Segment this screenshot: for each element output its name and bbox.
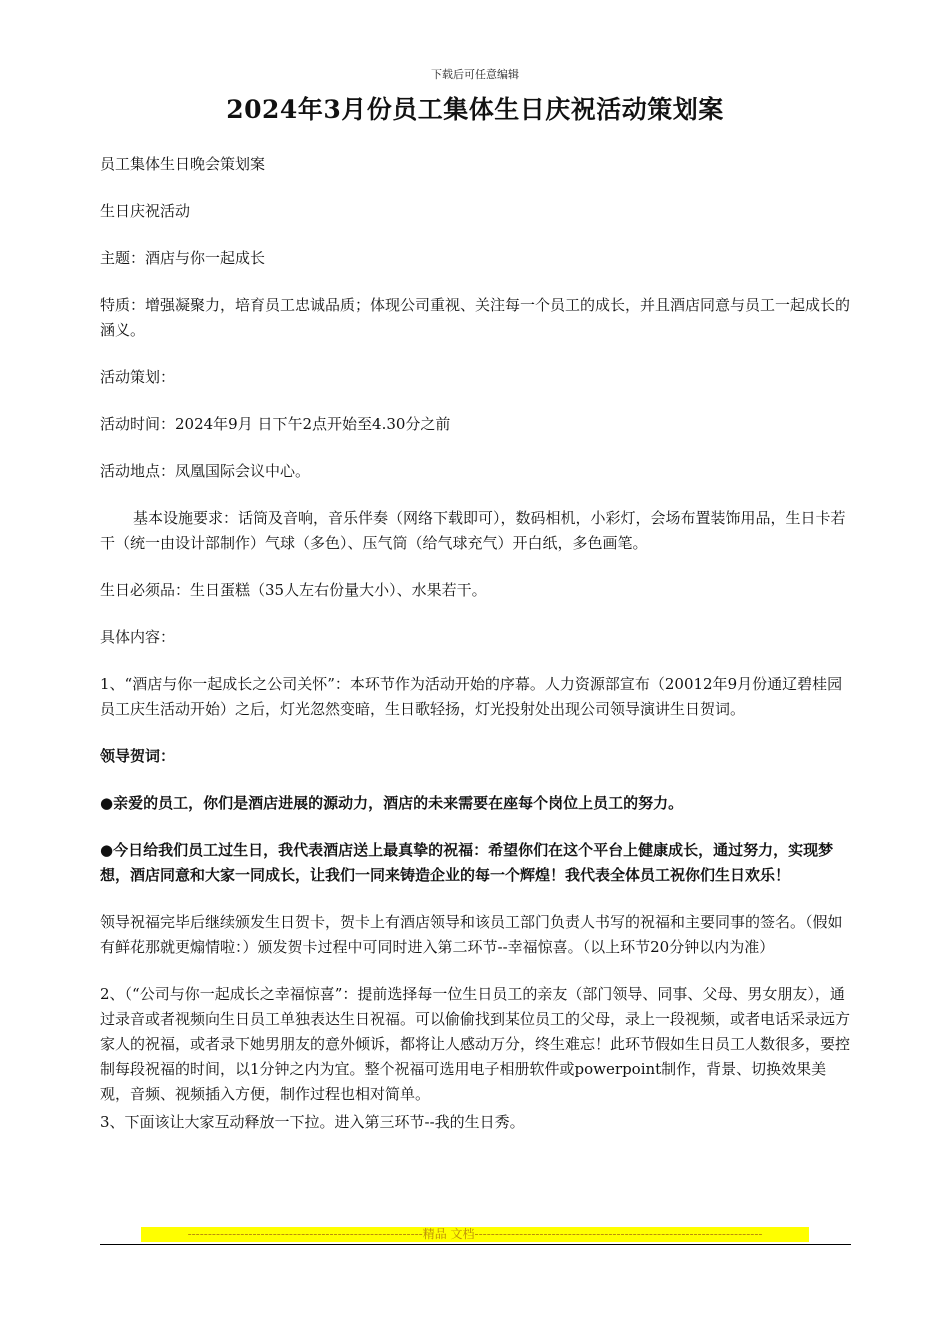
paragraph-speech-bullet-1: ●亲爱的员工，你们是酒店进展的源动力，酒店的未来需要在座每个岗位上员工的努力。 — [100, 794, 684, 812]
paragraph-section-1: 1、“酒店与你一起成长之公司关怀”：本环节作为活动开始的序幕。人力资源部宣布（20012年9月份通辽碧桂园员工庆生活动开始）之后，灯光忽然变暗，生日歌轻扬，灯光投射处出现公司领导演讲生日贺词。 — [100, 675, 843, 718]
paragraph-subtitle: 员工集体生日晚会策划案 — [100, 155, 266, 173]
paragraph-necessities: 生日必须品：生日蛋糕（35人左右份量大小）、水果若干。 — [100, 581, 487, 599]
document-title: 2024年3月份员工集体生日庆祝活动策划案 — [226, 95, 724, 124]
paragraph-location: 活动地点：凤凰国际会议中心。 — [100, 462, 311, 480]
footer-banner: ----------------------------------------------------------精品 文档----------------------------------------------------------------------- — [141, 1227, 809, 1242]
paragraph-traits: 特质：增强凝聚力，培育员工忠诚品质；体现公司重视、关注每一个员工的成长，并且酒店同意与员工一起成长的涵义。 — [100, 296, 851, 339]
paragraph-card-presentation: 领导祝福完毕后继续颁发生日贺卡，贺卡上有酒店领导和该员工部门负责人书写的祝福和主要同事的签名。（假如有鲜花那就更煽情啦：）颁发贺卡过程中可同时进入第二环节--幸福惊喜。（以上环节20分钟以内为准） — [100, 913, 843, 956]
paragraph-facilities: 基本设施要求：话筒及音响，音乐伴奏（网络下载即可），数码相机，小彩灯，会场布置装饰用品，生日卡若干（统一由设计部制作）气球（多色）、压气筒（给气球充气）开白纸，多色画笔。 — [100, 509, 846, 552]
paragraph-planning: 活动策划： — [100, 368, 176, 386]
paragraph-section-3: 3、下面该让大家互动释放一下拉。进入第三环节--我的生日秀。 — [100, 1113, 525, 1131]
header-note: 下载后可任意编辑 — [431, 68, 519, 81]
paragraph-leader-speech-heading: 领导贺词： — [100, 747, 176, 765]
paragraph-theme: 主题：酒店与你一起成长 — [100, 249, 266, 267]
document-body — [100, 152, 852, 1157]
paragraph-speech-bullet-2: ●今日给我们员工过生日，我代表酒店送上最真挚的祝福：希望你们在这个平台上健康成长，通过努力，实现梦想，酒店同意和大家一同成长，让我们一同来铸造企业的每一个辉煌！我代表全体员工祝你们生日欢乐！ — [100, 841, 834, 884]
paragraph-time: 活动时间：2024年9月 日下午2点开始至4.30分之前 — [100, 415, 451, 433]
paragraph-section-2: 2、（“公司与你一起成长之幸福惊喜”：提前选择每一位生日员工的亲友（部门领导、同事、父母、男女朋友），通过录音或者视频向生日员工单独表达生日祝福。可以偷偷找到某位员工的父母，录上一段视频，或者电话采录远方家人的祝福，或者录下她男朋友的意外倾诉，都将让人感动万分，终生难忘！此环节假如生日员工人数很多，要控制每段祝福的时间，以1分钟之内为宜。整个祝福可选用电子相册软件或powerpoint制作，背景、切换效果美观，音频、视频插入方便，制作过程也相对简单。 — [100, 985, 851, 1103]
paragraph-content-heading: 具体内容： — [100, 628, 176, 646]
paragraph-activity: 生日庆祝活动 — [100, 202, 191, 220]
footer-divider — [100, 1244, 851, 1245]
